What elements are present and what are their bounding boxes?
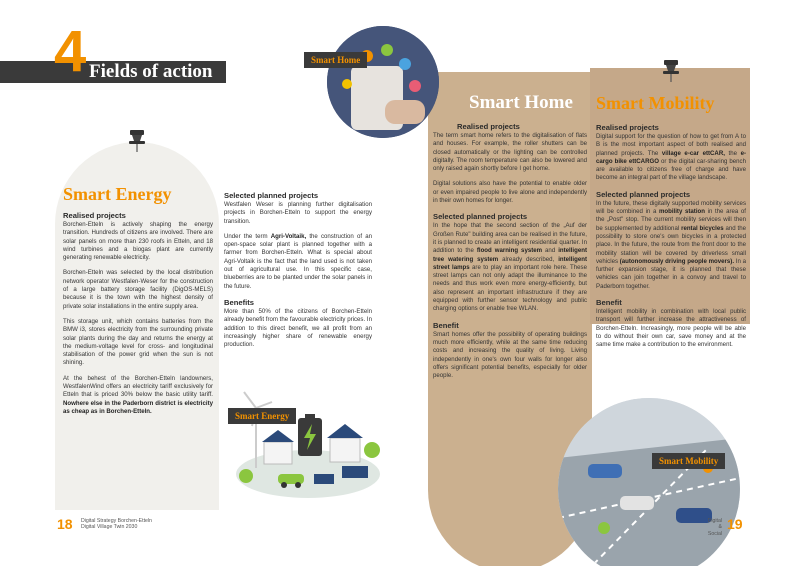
page-number-left: 18 xyxy=(57,516,73,532)
home-text: In the hope that the second section of the „Auf der Großen Rute" building area can be realised in the future, it is planned to create an intelligent residential quarter. In addition to the xyxy=(433,222,587,255)
mobility-paragraph xyxy=(596,133,746,183)
planned-heading: Selected planned projects xyxy=(433,212,528,222)
mobility-paragraph xyxy=(596,200,746,291)
footer-right xyxy=(704,518,722,537)
mobility-text: or the digital car-sharing bench are available to citizens free of charge and have become an integral part of the village landscape. xyxy=(596,157,746,182)
mobility-text: and the possibility to store one's own bicycles in a protected place. In the future, the route from the front door to the mobility station will be covered by driverless small vehicles xyxy=(596,224,746,265)
realised-heading: Realised projects xyxy=(457,122,520,131)
home-paragraph: The term smart home refers to the digitalisation of flats and houses. For example, the roller shutters can be closed automatically or the lighting can be controlled digitally. The room temperature can also be lowered and only raised again shortly before I get home. xyxy=(433,132,587,173)
smart-energy-illustration xyxy=(222,378,390,506)
energy-paragraph xyxy=(224,233,372,291)
footer-left-line: Digital Village Twin 2030 xyxy=(81,524,138,531)
footer-left xyxy=(81,518,152,531)
smart-home-photo xyxy=(327,26,439,138)
energy-tariff-highlight: Nowhere else in the Paderborn district is electricity as cheap as in Borchen-Etteln. xyxy=(63,399,213,415)
smart-mobility-title: Smart Mobility xyxy=(596,93,715,113)
footer-right-line: Digital xyxy=(707,518,722,524)
home-paragraph: Digital solutions also have the potential to enable older or even impaired people to live alone and independently in their own homes for longer. xyxy=(433,180,587,205)
mobility-highlight: rental bicycles xyxy=(681,224,724,232)
planned-heading: Selected planned projects xyxy=(224,191,319,200)
pushpin-icon xyxy=(661,60,681,82)
footer-right-line: & Social xyxy=(707,524,722,537)
realised-heading: Realised projects xyxy=(596,123,659,132)
home-text: are to play an important role here. These street lamps can not only adapt the illuminance to the needs and thus work even more energy-efficiently, but also represent an important infrastructure if they are equipped with further sensor technology and public charging options or enable free WLAN. xyxy=(433,263,587,313)
home-highlight: flood warning system xyxy=(476,247,543,255)
mobility-text: in the area of the „Post" stop. The current mobility services will then be supplemented by additional xyxy=(596,208,746,232)
smart-energy-right-column xyxy=(224,191,372,349)
energy-tariff-text: At the behest of the Borchen-Etteln landowners, WestfalenWind offers an electricity tariff exclusively for Etteln that is priced 30% below the basic utility tariff. xyxy=(63,374,213,399)
smart-mobility-image-label: Smart Mobility xyxy=(652,453,725,469)
home-highlight: intelligent tree watering system xyxy=(433,247,587,263)
agri-text: the construction of an open-space solar plant is planned together with a farmer from Borchen-Etteln. What is special about Agri-Voltaik is the fact that the land used is not taken out of agricultural use. In this specific case, blueberries are to be planted under the solar panels in the future. xyxy=(224,232,372,290)
mobility-paragraph: Intelligent mobility in combination with local public transport will further increase the attractiveness of Borchen-Etteln. Increasingly, more people will be able to do without their own car, save money and at the same time make a contribution to the environment. xyxy=(596,308,746,349)
energy-paragraph: Borchen-Etteln is actively shaping the energy transition. Hundreds of citizens are involved. There are solar panels on more than 230 roofs in Etteln, and 18 wind turbines and a biogas plant are currently generating renewable electricity. xyxy=(63,221,213,262)
mobility-highlight: village e-car ettCAR, xyxy=(661,149,725,157)
energy-paragraph xyxy=(63,375,213,416)
home-text: already described, xyxy=(502,255,555,263)
benefit-heading: Benefit xyxy=(433,320,459,330)
mobility-text: the xyxy=(728,149,737,157)
smart-home-title: Smart Home xyxy=(469,92,573,113)
energy-paragraph: Westfalen Weser is planning further digitalisation projects in Borchen-Etteln to support the energy transition. xyxy=(224,201,372,225)
planned-heading: Selected planned projects xyxy=(596,189,691,199)
energy-paragraph: Borchen-Etteln was selected by the local distribution network operator Westfalen-Weser for the construction of a large battery storage facility (DigOS-MELS) because it is the town with the highest density of private solar installations in the entire supply area. xyxy=(63,269,213,310)
page-number-right: 19 xyxy=(727,516,743,532)
home-highlight: intelligent street lamps xyxy=(433,255,587,271)
mobility-text: Digital support for the question of how to get from A to B is the most important aspect of both realised and planned projects. The xyxy=(596,133,746,157)
smart-energy-title: Smart Energy xyxy=(63,184,172,204)
home-paragraph xyxy=(433,222,587,313)
smart-mobility-photo xyxy=(558,398,740,566)
smart-energy-left-column xyxy=(63,183,213,416)
mobility-highlight: e-cargo bike ettCARGO xyxy=(596,149,747,165)
mobility-highlight: (autonomously driving people movers). xyxy=(619,257,735,265)
agri-highlight: Agri-Voltaik, xyxy=(270,232,307,240)
page-title: Fields of action xyxy=(89,61,213,82)
mobility-text: In a further expansion stage, it is planned that these vehicles can join together in a convoy and travel to Paderborn together. xyxy=(596,257,746,290)
home-paragraph: Smart homes offer the possibility of operating buildings much more efficiently, while at the same time reducing costs and increasing the quality of living. Living independently in one's own four walls for longer also offers significant potential benefits, especially for older people. xyxy=(433,330,587,380)
smart-energy-image-label: Smart Energy xyxy=(228,408,296,424)
smart-home-column xyxy=(433,92,587,380)
home-text: and xyxy=(545,247,556,255)
benefits-heading: Benefits xyxy=(224,297,254,307)
smart-home-image-label: Smart Home xyxy=(304,52,367,68)
realised-heading: Realised projects xyxy=(63,211,126,220)
agri-text: Under the term xyxy=(224,232,268,240)
energy-paragraph: This storage unit, which contains batteries from the BMW i3, stores electricity from the surrounding private solar plants during the day and returns the energy at the medium-voltage level for cross- and longitudinal stabilisation of the power grid when the sun is not shining. xyxy=(63,317,213,367)
footer-left-line: Digital Strategy Borchen-Etteln xyxy=(81,518,152,524)
benefit-heading: Benefit xyxy=(596,298,622,308)
section-number: 4 xyxy=(54,19,87,84)
energy-paragraph: More than 50% of the citizens of Borchen-Etteln already benefit from the favourable electricity prices. In addition to this direct benefit, we all profit from an increasingly higher share of renewable energy production. xyxy=(224,307,372,349)
smart-mobility-column xyxy=(596,92,746,350)
pushpin-icon xyxy=(127,130,147,152)
mobility-highlight: mobility station xyxy=(658,208,705,216)
mobility-text: In the future, these digitally supported mobility services will be combined in a xyxy=(596,199,746,216)
